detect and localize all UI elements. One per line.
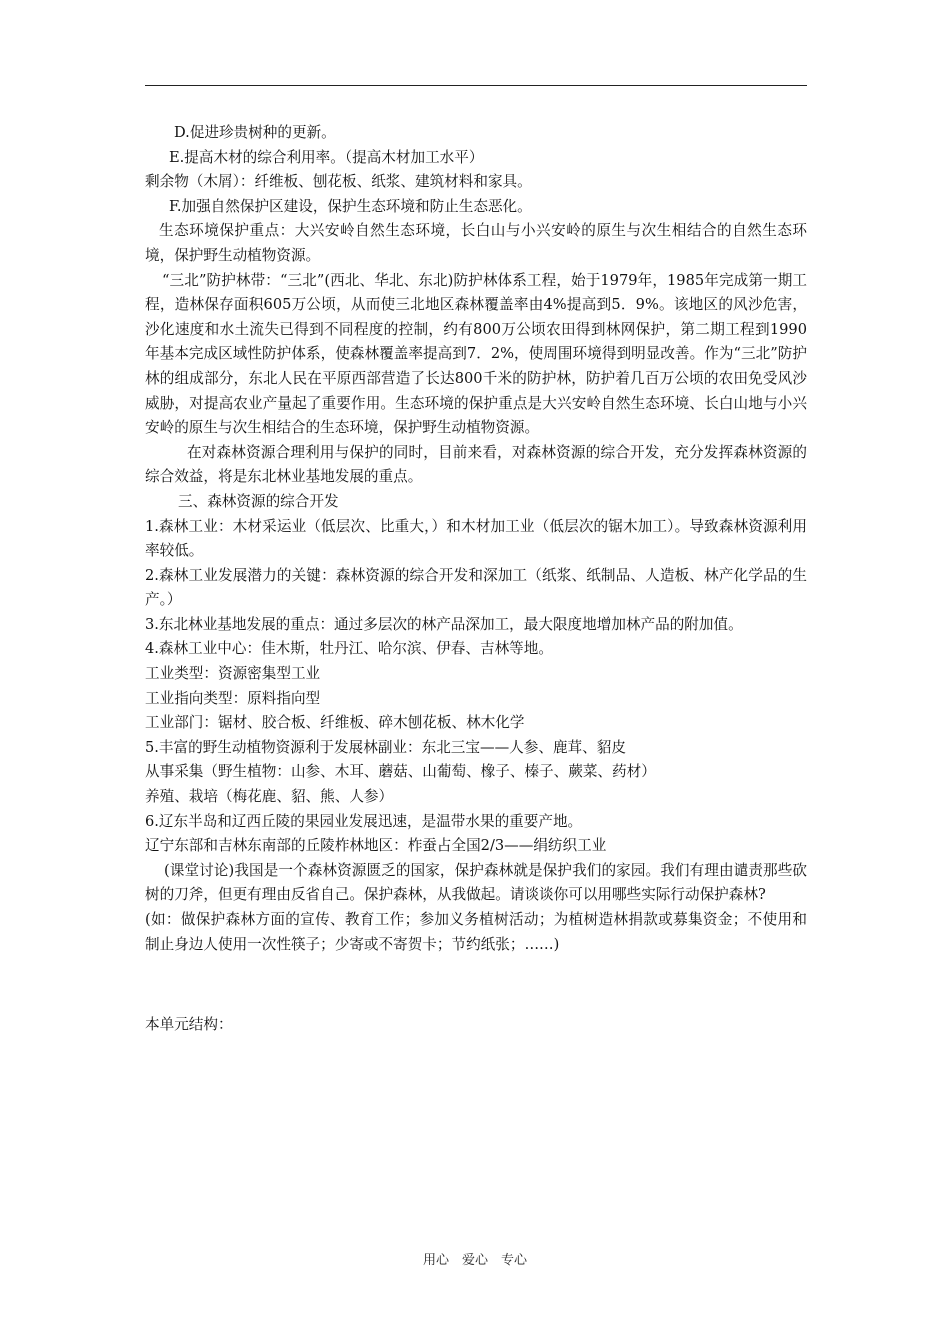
list-item: 4.森林工业中心：佳木斯，牡丹江、哈尔滨、伊春、吉林等地。 [145, 640, 553, 658]
list-item: 工业部门：锯材、胶合板、纤维板、碎木刨花板、林木化学 [145, 714, 525, 732]
list-item: 1.森林工业：木材采运业（低层次、比重大，）和木材加工业（低层次的锯木加工）。导致森林资源利用率较低。 [145, 517, 807, 560]
paragraph-three-north: “三北”防护林带：“三北”(西北、华北、东北)防护林体系工程，始于1979年，1985年完成第一期工程，造林保存面积605万公顷，从而使三北地区森林覆盖率由4%提高到5．9%。该地区的风沙危害，沙化速度和水土流失已得到不同程度的控制，约有800万公顷农田得到林网保护，第二期工程到1990年基本完成区域性防护体系，使森林覆盖率提高到7．2%，使周围环境得到明显改善。作为“三北”防护林的组成部分，东北人民在平原西部营造了长达800千米的防护林，防护着几百万公顷的农田免受风沙威胁，对提高农业产量起了重要作用。生态环境的保护重点是大兴安岭自然生态环境、长白山地与小兴安岭的原生与次生相结合的生态环境，保护野生动植物资源。 [145, 271, 807, 437]
list-item: 2.森林工业发展潜力的关键：森林资源的综合开发和深加工（纸浆、纸制品、人造板、林产化学品的生产。） [145, 566, 807, 609]
list-item: 3.东北林业基地发展的重点：通过多层次的林产品深加工，最大限度地增加林产品的附加值。 [145, 615, 743, 633]
paragraph-residue: 剩余物（木屑）：纤维板、刨花板、纸浆、建筑材料和家具。 [145, 173, 532, 191]
list-item: 工业指向类型：原料指向型 [145, 689, 321, 707]
list-item: 养殖、栽培（梅花鹿、貂、熊、人参） [145, 788, 394, 806]
paragraph-option-e: E.提高木材的综合利用率。（提高木材加工水平） [169, 148, 484, 166]
paragraph-comprehensive-use: 在对森林资源合理利用与保护的同时，目前来看，对森林资源的综合开发，充分发挥森林资源的综合效益，将是东北林业基地发展的重点。 [145, 443, 807, 486]
paragraph-option-f: F.加强自然保护区建设，保护生态环境和防止生态恶化。 [169, 197, 532, 215]
list-item: 6.辽东半岛和辽西丘陵的果园业发展迅速，是温带水果的重要产地。 [145, 812, 583, 830]
list-item: 5.丰富的野生动植物资源利于发展林副业：东北三宝——人参、鹿茸、貂皮 [145, 738, 626, 756]
paragraph-option-d: D.促进珍贵树种的更新。 [174, 124, 336, 141]
paragraph-discussion-answer: (如：做保护森林方面的宣传、教育工作；参加义务植树活动；为植树造林捐款或募集资金；不使用和制止身边人使用一次性筷子；少寄或不寄贺卡；节约纸张；……) [145, 911, 807, 953]
paragraph-unit-structure: 本单元结构： [145, 1016, 233, 1034]
document-body [145, 121, 807, 1038]
spacer [145, 957, 807, 1013]
header-rule [145, 85, 807, 86]
list-item: 辽宁东部和吉林东南部的丘陵柞林地区：柞蚕占全国2/3——绢纺织工业 [145, 837, 607, 855]
paragraph-discussion: (课堂讨论)我国是一个森林资源匮乏的国家，保护森林就是保护我们的家园。我们有理由谴责那些砍树的刀斧，但更有理由反省自己。保护森林，从我做起。请谈谈你可以用哪些实际行动保护森林? [145, 861, 807, 904]
section-heading: 三、森林资源的综合开发 [178, 492, 339, 510]
paragraph-eco-focus: 生态环境保护重点：大兴安岭自然生态环境，长白山与小兴安岭的原生与次生相结合的自然生态环境，保护野生动植物资源。 [145, 222, 807, 264]
list-item: 从事采集（野生植物：山参、木耳、蘑菇、山葡萄、橡子、榛子、蕨菜、药材） [145, 763, 656, 781]
list-item: 工业类型：资源密集型工业 [145, 665, 321, 683]
page-footer: 用心 爱心 专心 [422, 1253, 527, 1268]
